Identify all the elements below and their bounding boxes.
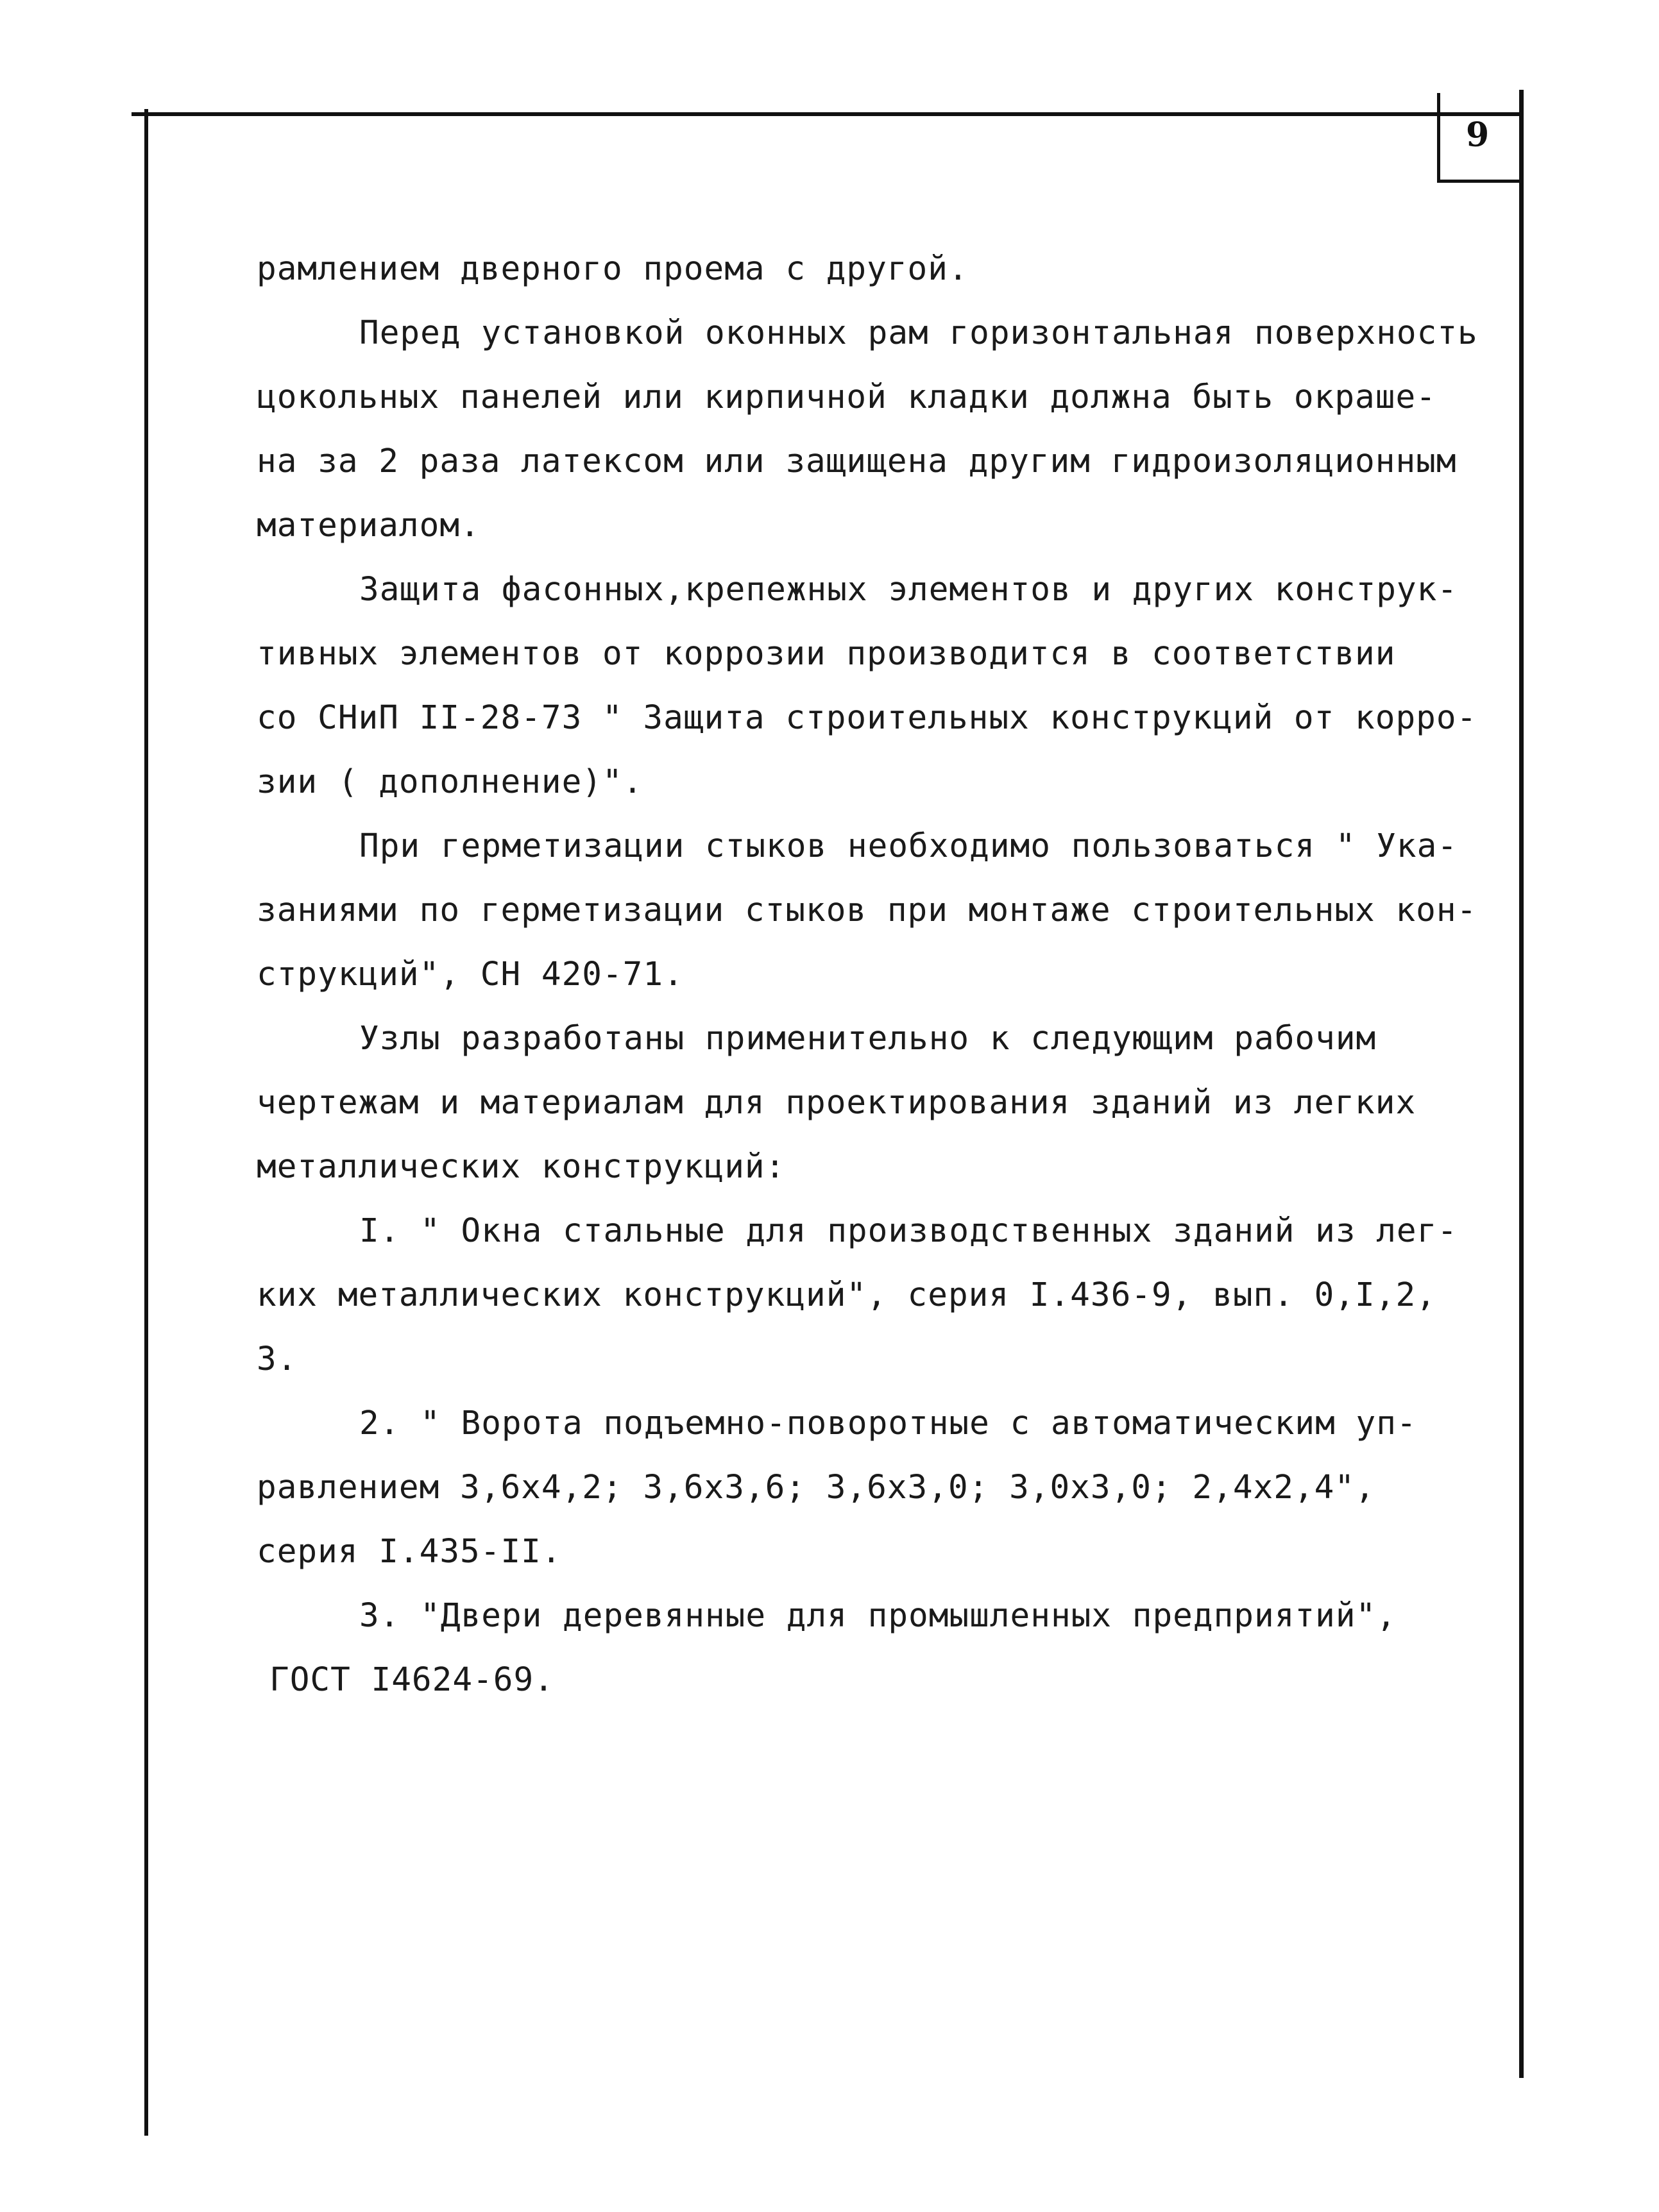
text-line: металлических конструкций: <box>257 1148 786 1186</box>
paragraph-start: Узлы разработаны применительно к следующим рабочим <box>359 1020 1377 1058</box>
text-line: равлением 3,6x4,2; 3,6x3,6; 3,6x3,0; 3,0x3,0; 2,4x2,4", <box>257 1469 1375 1507</box>
list-item-2: 2. " Ворота подъемно-поворотные с автоматическим уп- <box>359 1405 1417 1442</box>
text-line: со СНиП II-28-73 " Защита строительных конструкций от корро- <box>257 699 1477 737</box>
text-line: ких металлических конструкций", серия I.436-9, вып. 0,I,2, <box>257 1276 1436 1314</box>
paragraph-start: Защита фасонных,крепежных элементов и других конструк- <box>359 571 1458 609</box>
text-line: зии ( дополнение)". <box>257 763 643 801</box>
document-body <box>257 237 1476 1712</box>
text-line: 3. <box>257 1340 298 1378</box>
text-line: струкций", СН 420-71. <box>257 956 684 993</box>
text-line: ГОСТ I4624-69. <box>269 1661 554 1699</box>
frame-top-border <box>132 112 1524 116</box>
text-line: на за 2 раза латексом или защищена другим гидроизоляционным <box>257 443 1457 480</box>
text-line: серия I.435-II. <box>257 1533 562 1571</box>
paragraph-start: Перед установкой оконных рам горизонтальная поверхность <box>359 314 1478 352</box>
frame-left-border <box>144 109 148 2136</box>
text-line: заниями по герметизации стыков при монтаже строительных кон- <box>257 891 1477 929</box>
text-line: чертежам и материалам для проектирования зданий из легких <box>257 1084 1417 1122</box>
paragraph-start: При герметизации стыков необходимо пользоваться " Ука- <box>359 827 1458 865</box>
list-item-3: 3. "Двери деревянные для промышленных предприятий", <box>359 1597 1397 1635</box>
page-number: 9 <box>1466 115 1490 155</box>
list-item-1: I. " Окна стальные для производственных зданий из лег- <box>359 1212 1458 1250</box>
text-line: рамлением дверного проема с другой. <box>257 250 969 288</box>
frame-right-border <box>1519 90 1524 2078</box>
text-line: тивных элементов от коррозии производится в соответствии <box>257 635 1396 673</box>
text-line: цокольных панелей или кирпичной кладки должна быть окраше- <box>257 378 1436 416</box>
text-line: материалом. <box>257 507 481 545</box>
